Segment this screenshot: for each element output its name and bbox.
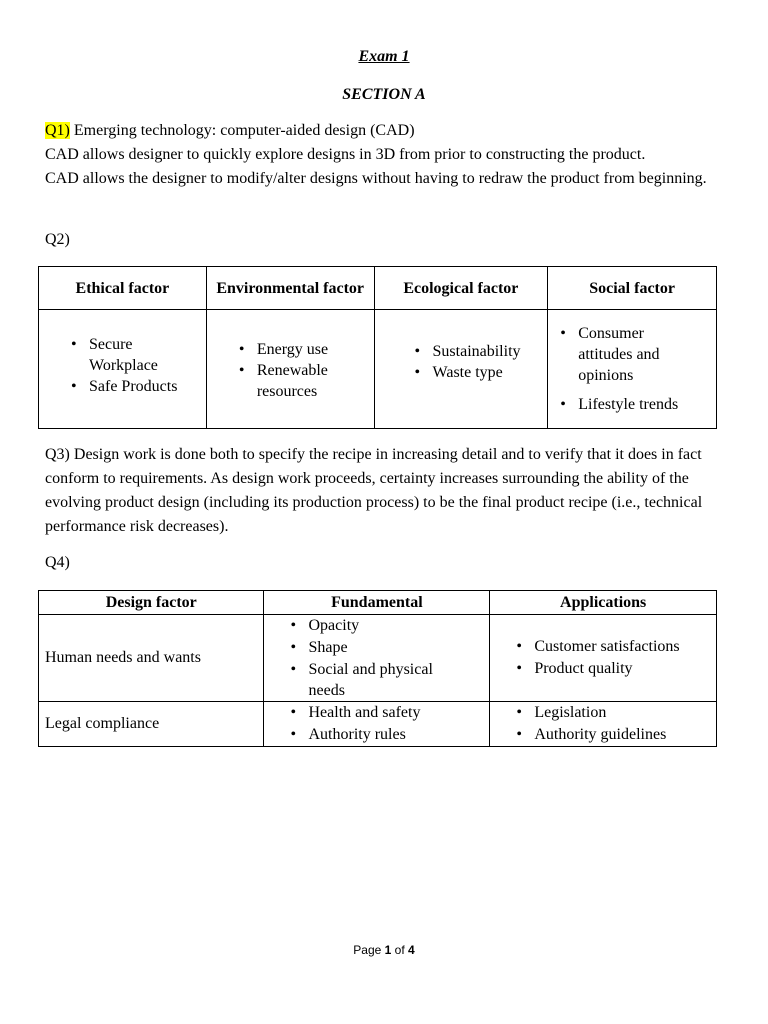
design-factor-cell: Legal compliance xyxy=(39,702,264,747)
page-total: 4 xyxy=(408,943,415,957)
section-title: SECTION A xyxy=(342,86,426,103)
applications-cell xyxy=(490,702,717,747)
header-applications: Applications xyxy=(490,591,717,615)
header-ecological-factor: Ecological factor xyxy=(374,267,548,310)
table-row xyxy=(39,615,717,702)
table-row xyxy=(39,702,717,747)
exam-title: Exam 1 xyxy=(358,48,410,65)
page-footer xyxy=(0,943,768,957)
page-word: Page xyxy=(353,943,382,957)
fundamental-cell xyxy=(264,615,490,702)
q1-heading xyxy=(45,119,725,143)
list-item: • Authority rules xyxy=(282,724,483,746)
design-factor-cell: Human needs and wants xyxy=(39,615,264,702)
list-item: • Sustainability xyxy=(407,341,547,362)
list-item: • Opacity xyxy=(282,615,442,637)
ethical-cell xyxy=(39,310,207,429)
list-item: • Customer satisfactions xyxy=(508,636,710,658)
list-item: • Product quality xyxy=(508,658,710,680)
fundamental-cell xyxy=(264,702,490,747)
q4-design-table xyxy=(38,590,717,747)
q1-line-2: CAD allows the designer to modify/alter designs without having to redraw the product from beginning. xyxy=(45,170,707,187)
q1-block xyxy=(45,119,725,191)
header-social-factor: Social factor xyxy=(548,267,717,310)
q2-label: Q2) xyxy=(45,231,70,248)
list-item: • Authority guidelines xyxy=(508,724,710,746)
list-item: • Secure Workplace xyxy=(63,334,188,376)
page-number: 1 xyxy=(384,943,392,957)
list-item: • Safe Products xyxy=(63,376,188,397)
q2-factors-table xyxy=(38,266,717,429)
applications-cell xyxy=(490,615,717,702)
social-cell xyxy=(548,310,717,429)
header-ethical-factor: Ethical factor xyxy=(39,267,207,310)
list-item: • Shape xyxy=(282,637,442,659)
header-design-factor: Design factor xyxy=(39,591,264,615)
q1-line-1: CAD allows designer to quickly explore designs in 3D from prior to constructing the product. xyxy=(45,146,646,163)
list-item: • Social and physical needs xyxy=(282,659,442,701)
header-fundamental: Fundamental xyxy=(264,591,490,615)
list-item: • Consumer attitudes and opinions xyxy=(552,323,692,386)
list-item: • Health and safety xyxy=(282,702,483,724)
list-item: • Legislation xyxy=(508,702,710,724)
q1-label: Q1) xyxy=(45,122,70,139)
q3-text: Q3) Design work is done both to specify the recipe in increasing detail and to verify that it does in fact conform to requirements. As design work proceeds, certainty increases surrounding the ability of the evolving product design (including its production process) to be the final product recipe (i.e., technical performance risk decreases). xyxy=(45,446,703,535)
list-item: • Lifestyle trends xyxy=(552,394,692,415)
ecological-cell xyxy=(374,310,548,429)
header-environmental-factor: Environmental factor xyxy=(206,267,374,310)
q4-label: Q4) xyxy=(45,554,70,571)
q1-heading-text: Emerging technology: computer-aided design (CAD) xyxy=(69,122,415,139)
list-item: • Renewable resources xyxy=(231,360,346,402)
list-item: • Energy use xyxy=(231,339,346,360)
of-word: of xyxy=(394,943,405,957)
environmental-cell xyxy=(206,310,374,429)
list-item: • Waste type xyxy=(407,362,547,383)
